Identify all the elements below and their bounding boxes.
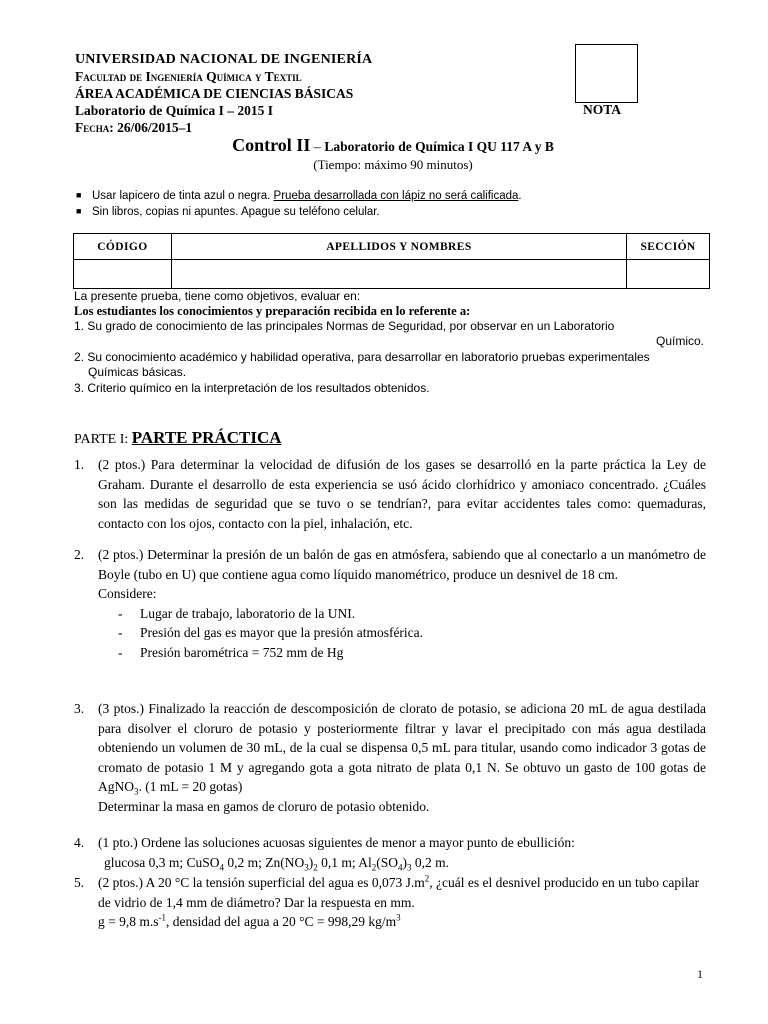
objectives-intro: La presente prueba, tiene como objetivos, evaluar en:: [74, 289, 361, 303]
section-header: SECCIÓN: [627, 234, 710, 260]
formula-part: (SO: [376, 854, 399, 870]
grade-box: [575, 44, 638, 103]
list-item: - Lugar de trabajo, laboratorio de la UNI.: [116, 604, 706, 624]
instruction-item: [76, 203, 380, 220]
exam-title-main: Control II: [232, 135, 311, 155]
question-1: [74, 455, 706, 533]
question-text-part: (2 ptos.) A 20 °C la tensión superficial del agua es 0,073 J.m: [98, 875, 425, 890]
page-number: 1: [697, 967, 703, 981]
exam-title: [0, 135, 768, 156]
names-field[interactable]: [171, 260, 626, 289]
subscript: 2: [371, 862, 377, 873]
formula-part: glucosa 0,3 m; CuSO: [104, 854, 220, 870]
table-header-row: [74, 234, 710, 260]
question-task: Determinar la masa en gamos de cloruro de potasio obtenido.: [98, 798, 430, 814]
question-number: 3.: [74, 701, 85, 716]
objective-1: 1. Su grado de conocimiento de las principales Normas de Seguridad, por observar en un Laboratorio: [74, 319, 615, 333]
exam-title-dash: –: [310, 140, 325, 155]
question-number: 4.: [74, 835, 85, 850]
objective-2-cont: Químicas básicas.: [88, 365, 187, 379]
formula-part: 0,2 m.: [411, 854, 450, 870]
square-bullet-icon: ■: [76, 206, 82, 216]
instruction-item: [76, 187, 522, 204]
code-field[interactable]: [74, 260, 172, 289]
question-text: [98, 873, 706, 912]
objective-2: 2. Su conocimiento académico y habilidad operativa, para desarrollar en laboratorio pruebas experimentales: [74, 350, 650, 364]
question-text-part: , densidad del agua a 20 °C = 998,29 kg/m: [166, 914, 397, 929]
objectives-heading: Los estudiantes los conocimientos y preparación recibida en lo referente a:: [74, 304, 471, 318]
question-4: [74, 833, 706, 872]
table-entry-row: [74, 260, 710, 289]
consider-label: Considere:: [98, 586, 157, 601]
question-text-part: (3 ptos.) Finalizado la reacción de descomposición de clorato de potasio, se adiciona 20 mL de agua destilada para disolver el cloruro de potasio y posteriormente filtrar y lavar el precipitado con más agua destilada obteniendo un volumen de 30 mL, de la cual se dispensa 0,5 mL para titular, usando como indicador 3 gotas de cromato de potasio 1 M y agregando gota a gota nitrato de plata 0,1 N. Se obtuvo un gasto de 100 gotas de AgNO: [98, 701, 706, 794]
question-text: (1 pto.) Ordene las soluciones acuosas siguientes de menor a mayor punto de ebullición:: [98, 835, 575, 850]
question-number: 1.: [74, 457, 85, 472]
part-title: PARTE PRÁCTICA: [131, 428, 282, 447]
subscript: 4: [398, 862, 403, 873]
question-text: (2 ptos.) Determinar la presión de un balón de gas en atmósfera, sabiendo que al conectarlo a un manómetro de Boyle (tubo en U) que contiene agua como líquido manométrico, produce un desnivel de 18 cm.: [98, 547, 706, 582]
question-text: [98, 699, 706, 797]
question-text-part: g = 9,8 m.s: [98, 914, 159, 929]
part-heading: [74, 428, 282, 448]
superscript: 3: [396, 912, 401, 923]
question-text-part: , ¿cuál es el desnivel producido en un tubo capilar de vidrio de 1,4 mm de diámetro? Dar la respuesta en mm.: [98, 875, 700, 910]
subscript: 3: [134, 786, 139, 797]
part-prefix: PARTE I:: [74, 432, 132, 447]
student-info-table: [73, 233, 710, 289]
subscript: 3: [304, 862, 309, 873]
section-field[interactable]: [627, 260, 710, 289]
list-item: - Presión barométrica = 752 mm de Hg: [116, 643, 706, 663]
superscript: 2: [424, 873, 430, 884]
faculty-name: Facultad de Ingeniería Química y Textil: [75, 69, 302, 84]
consider-list: [116, 604, 706, 663]
question-text-part: . (1 mL = 20 gotas): [138, 779, 243, 794]
instruction-end: .: [518, 190, 522, 202]
instruction-text: Sin libros, copias ni apuntes. Apague su teléfono celular.: [92, 206, 380, 218]
question-number: 2.: [74, 547, 85, 562]
grade-label: NOTA: [583, 102, 622, 117]
subscript: 4: [219, 862, 225, 873]
question-3: [74, 699, 706, 816]
question-2: [74, 545, 706, 662]
formula-part: 0,1 m; Al: [317, 854, 372, 870]
exam-date: Fecha: 26/06/2015–1: [75, 120, 193, 135]
question-number: 5.: [74, 875, 85, 890]
formula-part: ): [308, 854, 314, 870]
code-header: CÓDIGO: [74, 234, 172, 260]
list-item: - Presión del gas es mayor que la presión atmosférica.: [116, 623, 706, 643]
question-constants: [98, 912, 706, 932]
exam-time-limit: (Tiempo: máximo 90 minutos): [313, 157, 473, 172]
square-bullet-icon: ■: [76, 190, 82, 200]
question-5: [74, 873, 706, 932]
lab-course: Laboratorio de Química I – 2015 I: [75, 103, 273, 118]
exam-title-course: Laboratorio de Química I QU 117 A y B: [324, 139, 554, 154]
subscript: 3: [407, 862, 412, 873]
objective-3: 3. Criterio químico en la interpretación de los resultados obtenidos.: [74, 381, 430, 395]
instruction-underlined: Prueba desarrollada con lápiz no será calificada: [273, 190, 519, 202]
names-header: APELLIDOS Y NOMBRES: [171, 234, 626, 260]
instruction-text: Usar lapicero de tinta azul o negra.: [92, 190, 274, 202]
solutions-list: [104, 853, 706, 873]
formula-part: 0,2 m; Zn(NO: [224, 854, 305, 870]
formula-part: ): [402, 854, 408, 870]
objective-1-cont: Químico.: [656, 334, 705, 348]
question-text: (2 ptos.) Para determinar la velocidad de difusión de los gases se desarrolló en la parte práctica la Ley de Graham. Durante el desarrollo de esta experiencia se usó ácido clorhídrico y amoniaco concentrado. ¿Cuáles son las medidas de seguridad que se tuvo o se tendrían?, para evitar accidentes tales como: quemaduras, contacto con los ojos, contacto con la piel, inhalación, etc.: [98, 457, 706, 531]
university-name: UNIVERSIDAD NACIONAL DE INGENIERÍA: [75, 52, 373, 67]
subscript: 2: [313, 862, 318, 873]
superscript: -1: [158, 912, 166, 923]
academic-area: ÁREA ACADÉMICA DE CIENCIAS BÁSICAS: [75, 86, 354, 101]
